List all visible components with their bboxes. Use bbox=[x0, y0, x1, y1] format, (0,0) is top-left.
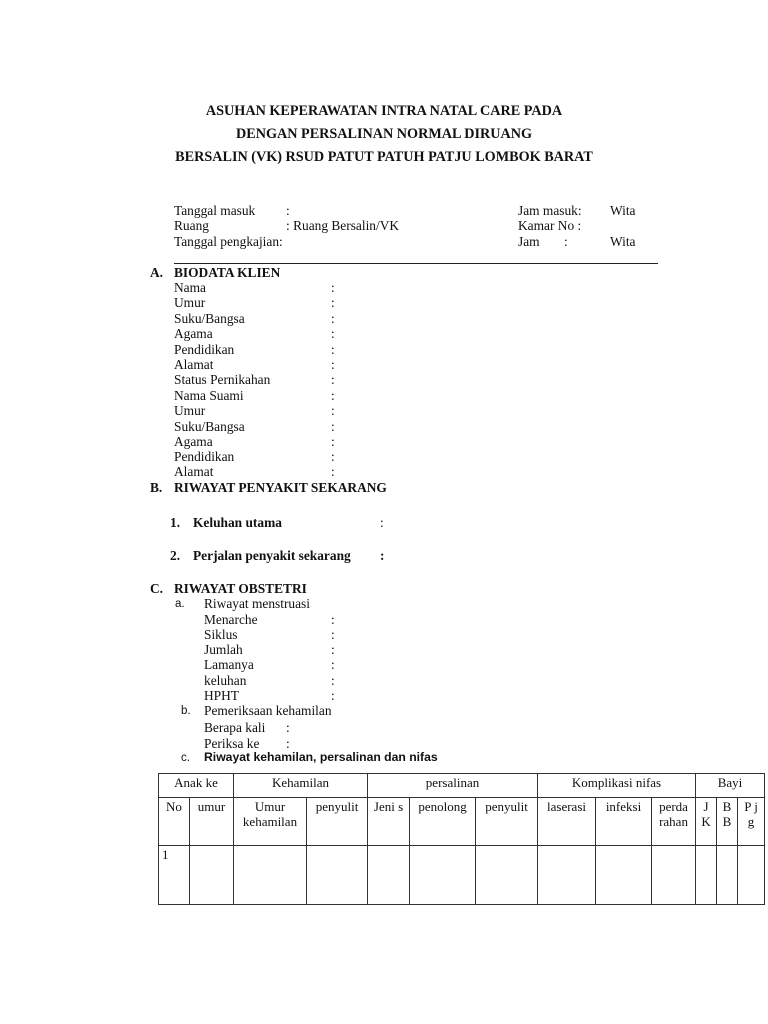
column-header: J K bbox=[696, 798, 717, 846]
ruang-label: Ruang bbox=[174, 218, 209, 233]
biodata-field-label: Agama bbox=[174, 326, 213, 341]
section-b-letter: B. bbox=[150, 480, 163, 495]
column-header: laserasi bbox=[538, 798, 596, 846]
column-header: Jeni s bbox=[368, 798, 410, 846]
table-cell bbox=[717, 846, 738, 905]
kamar-no-label: Kamar No : bbox=[518, 218, 582, 233]
biodata-field-label: Pendidikan bbox=[174, 342, 235, 357]
keluhan-utama-colon: : bbox=[380, 515, 384, 530]
menstruasi-field-label: HPHT bbox=[204, 688, 239, 703]
jam-masuk-label: Jam masuk: bbox=[518, 203, 582, 218]
biodata-field-label: Umur bbox=[174, 403, 206, 418]
biodata-field-colon: : bbox=[331, 449, 335, 464]
header-bayi: Bayi bbox=[696, 774, 765, 798]
biodata-field-colon: : bbox=[331, 326, 335, 341]
column-header: penyulit bbox=[476, 798, 538, 846]
menstruasi-field-label: keluhan bbox=[204, 673, 247, 688]
ruang-value: : Ruang Bersalin/VK bbox=[286, 218, 400, 233]
jam-colon: : bbox=[564, 234, 568, 249]
jam-label: Jam bbox=[518, 234, 540, 249]
biodata-field-colon: : bbox=[331, 372, 335, 387]
table-cell bbox=[410, 846, 476, 905]
section-a-heading: BIODATA KLIEN bbox=[174, 265, 281, 280]
biodata-field-colon: : bbox=[331, 419, 335, 434]
berapa-kali-label: Berapa kali bbox=[204, 720, 266, 735]
section-b-heading: RIWAYAT PENYAKIT SEKARANG bbox=[174, 480, 387, 495]
header-komplikasi-nifas: Komplikasi nifas bbox=[538, 774, 696, 798]
biodata-field-label: Status Pernikahan bbox=[174, 372, 271, 387]
tanggal-pengkajian-label: Tanggal pengkajian: bbox=[174, 234, 283, 249]
table-cell bbox=[234, 846, 307, 905]
perjalanan-penyakit-colon: : bbox=[380, 548, 385, 563]
menstruasi-field-label: Menarche bbox=[204, 612, 258, 627]
biodata-field-label: Alamat bbox=[174, 357, 214, 372]
table-cell bbox=[696, 846, 717, 905]
table-cell bbox=[476, 846, 538, 905]
table-cell bbox=[596, 846, 652, 905]
table-cell bbox=[190, 846, 234, 905]
biodata-field-colon: : bbox=[331, 434, 335, 449]
periksa-ke-colon: : bbox=[286, 736, 290, 751]
biodata-field-colon: : bbox=[331, 342, 335, 357]
menstruasi-field-colon: : bbox=[331, 657, 335, 672]
table-cell: 1 bbox=[159, 846, 190, 905]
biodata-field-colon: : bbox=[331, 295, 335, 310]
header-anak-ke: Anak ke bbox=[159, 774, 234, 798]
biodata-field-label: Alamat bbox=[174, 464, 214, 479]
section-c-letter: C. bbox=[150, 581, 164, 596]
document-title-line3: BERSALIN (VK) RSUD PATUT PATUH PATJU LOMBOK BARAT bbox=[175, 149, 593, 165]
perjalanan-penyakit-label: Perjalan penyakit sekarang bbox=[193, 548, 351, 563]
riwayat-kehamilan-marker: c. bbox=[181, 752, 190, 764]
header-divider bbox=[174, 263, 658, 264]
column-header: infeksi bbox=[596, 798, 652, 846]
biodata-field-colon: : bbox=[331, 280, 335, 295]
biodata-field-label: Umur bbox=[174, 295, 206, 310]
table-cell bbox=[368, 846, 410, 905]
section-a-letter: A. bbox=[150, 265, 164, 280]
jam-masuk-wita: Wita bbox=[610, 203, 636, 218]
tanggal-masuk-colon: : bbox=[286, 203, 290, 218]
periksa-ke-label: Periksa ke bbox=[204, 736, 260, 751]
keluhan-utama-label: Keluhan utama bbox=[193, 515, 282, 530]
column-header: P j g bbox=[738, 798, 765, 846]
table-cell bbox=[307, 846, 368, 905]
column-header: penolong bbox=[410, 798, 476, 846]
obstetric-history-table bbox=[158, 773, 765, 905]
table-cell bbox=[538, 846, 596, 905]
biodata-field-colon: : bbox=[331, 464, 335, 479]
biodata-field-label: Suku/Bangsa bbox=[174, 311, 245, 326]
biodata-field-label: Agama bbox=[174, 434, 213, 449]
column-header: perda rahan bbox=[652, 798, 696, 846]
biodata-field-label: Suku/Bangsa bbox=[174, 419, 245, 434]
document-title-line2: DENGAN PERSALINAN NORMAL DIRUANG bbox=[236, 126, 532, 142]
riwayat-menstruasi-label: Riwayat menstruasi bbox=[204, 596, 310, 611]
header-kehamilan: Kehamilan bbox=[234, 774, 368, 798]
biodata-field-colon: : bbox=[331, 403, 335, 418]
column-header: B B bbox=[717, 798, 738, 846]
header-persalinan: persalinan bbox=[368, 774, 538, 798]
pemeriksaan-kehamilan-label: Pemeriksaan kehamilan bbox=[204, 703, 332, 718]
menstruasi-field-label: Siklus bbox=[204, 627, 238, 642]
jam-wita: Wita bbox=[610, 234, 636, 249]
menstruasi-field-colon: : bbox=[331, 642, 335, 657]
riwayat-kehamilan-label: Riwayat kehamilan, persalinan dan nifas bbox=[204, 750, 438, 764]
tanggal-masuk-label: Tanggal masuk bbox=[174, 203, 256, 218]
menstruasi-field-colon: : bbox=[331, 688, 335, 703]
menstruasi-field-colon: : bbox=[331, 627, 335, 642]
table-cell bbox=[652, 846, 696, 905]
keluhan-utama-number: 1. bbox=[170, 515, 181, 530]
menstruasi-field-colon: : bbox=[331, 612, 335, 627]
berapa-kali-colon: : bbox=[286, 720, 290, 735]
perjalanan-penyakit-number: 2. bbox=[170, 548, 181, 563]
biodata-field-label: Nama Suami bbox=[174, 388, 244, 403]
column-header: Umur kehamilan bbox=[234, 798, 307, 846]
biodata-field-label: Pendidikan bbox=[174, 449, 235, 464]
menstruasi-field-label: Jumlah bbox=[204, 642, 243, 657]
pemeriksaan-kehamilan-marker: b. bbox=[181, 705, 191, 717]
riwayat-menstruasi-marker: a. bbox=[175, 598, 185, 610]
document-title-line1: ASUHAN KEPERAWATAN INTRA NATAL CARE PADA bbox=[205, 103, 563, 119]
column-header: penyulit bbox=[307, 798, 368, 846]
biodata-field-colon: : bbox=[331, 311, 335, 326]
table-cell bbox=[738, 846, 765, 905]
biodata-field-colon: : bbox=[331, 388, 335, 403]
column-header: No bbox=[159, 798, 190, 846]
menstruasi-field-colon: : bbox=[331, 673, 335, 688]
biodata-field-label: Nama bbox=[174, 280, 206, 295]
column-header: umur bbox=[190, 798, 234, 846]
section-c-heading: RIWAYAT OBSTETRI bbox=[174, 581, 307, 596]
table-row bbox=[159, 846, 765, 905]
biodata-field-colon: : bbox=[331, 357, 335, 372]
menstruasi-field-label: Lamanya bbox=[204, 657, 254, 672]
